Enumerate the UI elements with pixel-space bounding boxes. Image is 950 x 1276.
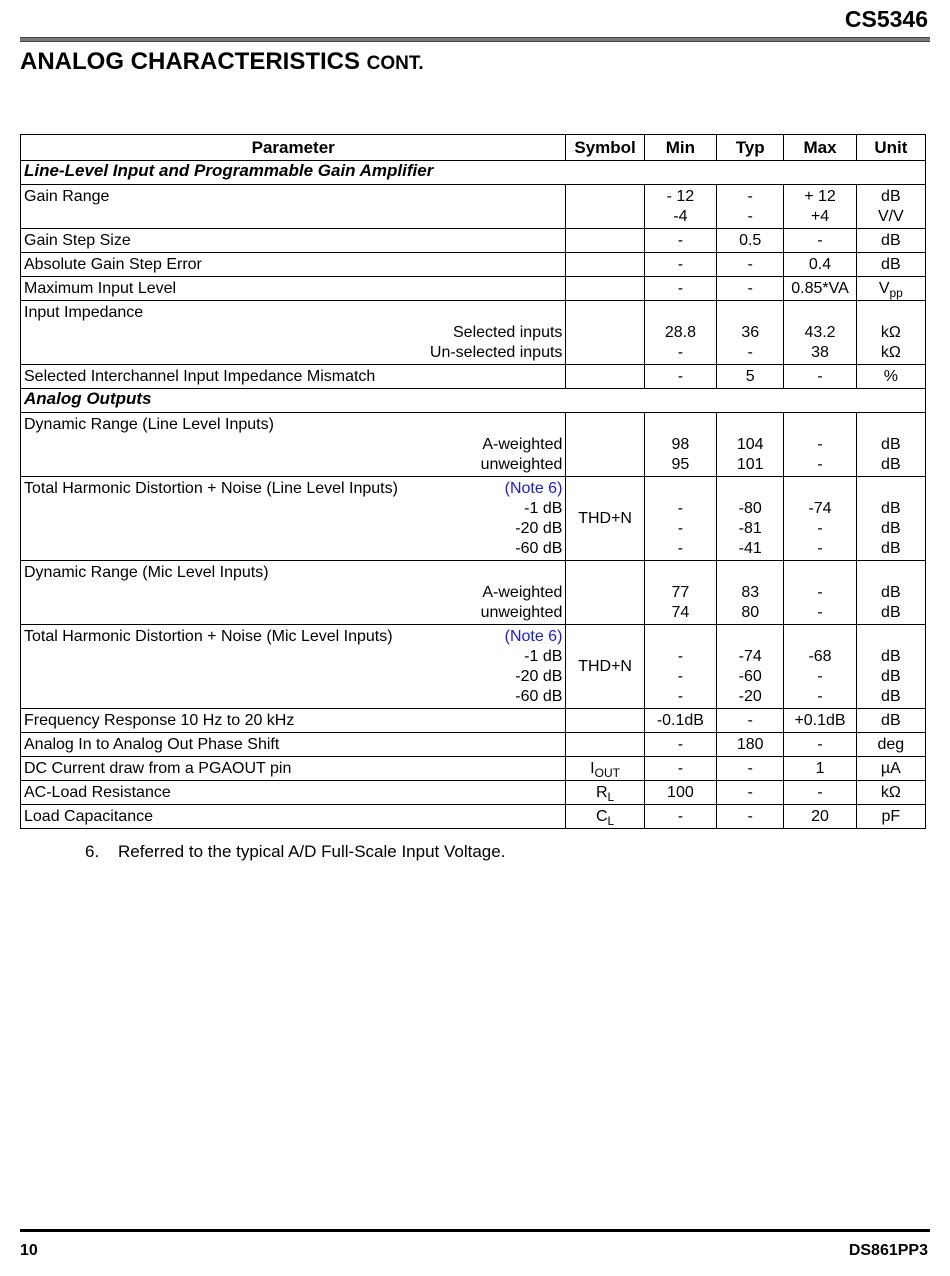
min-value: -0.1dB <box>644 709 716 733</box>
typ-value: - <box>717 757 784 781</box>
max-value: - <box>817 584 823 601</box>
sub-condition: Selected inputs <box>453 324 563 341</box>
header-rule <box>20 37 930 42</box>
max-value: - <box>784 365 856 389</box>
min-value: - 12 <box>666 188 695 205</box>
section-title <box>20 48 424 76</box>
max-value: - <box>817 436 823 453</box>
unit-value: deg <box>856 733 925 757</box>
table-row <box>21 625 926 709</box>
page-number: 10 <box>20 1242 38 1259</box>
unit-value: µA <box>856 757 925 781</box>
typ-value: - <box>747 208 753 225</box>
max-value: + 12 <box>804 188 836 205</box>
unit-value: dB <box>881 604 901 621</box>
max-value: 1 <box>784 757 856 781</box>
symbol-rl <box>566 781 644 805</box>
max-value: -68 <box>808 648 832 665</box>
part-number: CS5346 <box>844 6 928 32</box>
typ-value: 104 <box>736 436 764 453</box>
unit-value: dB <box>881 540 901 557</box>
section-title-suffix: CONT. <box>366 53 424 74</box>
typ-value: -60 <box>738 668 762 685</box>
col-header-parameter: Parameter <box>21 135 566 161</box>
max-value: 38 <box>811 344 829 361</box>
table-header-row <box>21 135 926 161</box>
unit-base: V <box>878 280 890 297</box>
param-thd-line: Total Harmonic Distortion + Noise (Line Level Inputs) <box>24 480 398 497</box>
unit-value: dB <box>881 456 901 473</box>
unit-subscript: pp <box>889 286 903 300</box>
symbol-thd-n: THD+N <box>566 625 644 709</box>
typ-value: - <box>717 277 784 301</box>
table-row <box>21 781 926 805</box>
footnote-6 <box>85 842 505 862</box>
param-gain-range: Gain Range <box>24 188 110 205</box>
max-value: 43.2 <box>804 324 836 341</box>
min-value: 100 <box>644 781 716 805</box>
typ-value: -41 <box>738 540 762 557</box>
unit-value: kΩ <box>880 344 901 361</box>
min-value: - <box>677 688 684 705</box>
table-row <box>21 253 926 277</box>
max-value: - <box>784 229 856 253</box>
document-id: DS861PP3 <box>848 1242 928 1259</box>
symbol-subscript: L <box>607 814 615 828</box>
param-ac-load: AC-Load Resistance <box>21 781 566 805</box>
typ-value: 5 <box>717 365 784 389</box>
param-load-cap: Load Capacitance <box>21 805 566 829</box>
param-freq-response: Frequency Response 10 Hz to 20 kHz <box>21 709 566 733</box>
table-row <box>21 185 926 229</box>
param-input-impedance: Input Impedance <box>24 304 144 321</box>
symbol-iout <box>566 757 644 781</box>
param-dr-mic: Dynamic Range (Mic Level Inputs) <box>24 564 269 581</box>
footnote-number: 6. <box>85 842 100 861</box>
symbol-base: R <box>595 784 608 801</box>
unit-value: dB <box>856 229 925 253</box>
symbol-subscript: OUT <box>594 766 620 780</box>
sub-condition: -60 dB <box>515 688 563 705</box>
unit-value: dB <box>881 668 901 685</box>
table-row <box>21 365 926 389</box>
unit-value: dB <box>881 436 901 453</box>
sub-condition: -60 dB <box>515 540 563 557</box>
min-value: 98 <box>671 436 690 453</box>
analog-characteristics-table <box>20 134 926 829</box>
typ-value: - <box>717 709 784 733</box>
typ-value: -20 <box>738 688 762 705</box>
typ-value: - <box>717 253 784 277</box>
max-value: - <box>817 688 823 705</box>
typ-value: 83 <box>741 584 760 601</box>
unit-value: dB <box>881 648 901 665</box>
typ-value: - <box>747 344 753 361</box>
unit-value: dB <box>856 709 925 733</box>
max-value: +0.1dB <box>784 709 856 733</box>
category-line-level: Line-Level Input and Programmable Gain Amplifier <box>21 161 926 185</box>
min-value: - <box>677 540 684 557</box>
min-value: 95 <box>671 456 690 473</box>
typ-value: 101 <box>736 456 764 473</box>
unit-value: dB <box>881 500 901 517</box>
symbol-subscript: L <box>607 790 615 804</box>
unit-value: dB <box>881 584 901 601</box>
min-value: 28.8 <box>664 324 696 341</box>
table-row <box>21 733 926 757</box>
max-value: 20 <box>784 805 856 829</box>
param-dr-line: Dynamic Range (Line Level Inputs) <box>24 416 274 433</box>
param-thd-mic: Total Harmonic Distortion + Noise (Mic Level Inputs) <box>24 628 393 645</box>
min-value: - <box>644 253 716 277</box>
table-row <box>21 277 926 301</box>
min-value: 77 <box>671 584 690 601</box>
param-gain-step: Gain Step Size <box>21 229 566 253</box>
symbol-base: C <box>595 808 608 825</box>
sub-condition: -20 dB <box>515 520 563 537</box>
note-6-link[interactable]: (Note 6) <box>504 628 563 645</box>
max-value: - <box>817 604 823 621</box>
typ-value: - <box>747 188 753 205</box>
symbol-cl <box>566 805 644 829</box>
param-impedance-mismatch: Selected Interchannel Input Impedance Mismatch <box>21 365 566 389</box>
unit-value: % <box>856 365 925 389</box>
min-value: - <box>677 520 684 537</box>
unit-value: pF <box>856 805 925 829</box>
col-header-typ: Typ <box>717 135 784 161</box>
min-value: - <box>644 805 716 829</box>
table-row <box>21 561 926 625</box>
unit-value: dB <box>856 253 925 277</box>
col-header-unit: Unit <box>856 135 925 161</box>
sub-condition: -1 dB <box>524 648 563 665</box>
typ-value: - <box>717 805 784 829</box>
min-value: - <box>677 500 684 517</box>
min-value: - <box>677 668 684 685</box>
sub-condition: -20 dB <box>515 668 563 685</box>
param-phase-shift: Analog In to Analog Out Phase Shift <box>21 733 566 757</box>
max-value: -74 <box>808 500 832 517</box>
min-value: - <box>644 757 716 781</box>
max-value: - <box>784 781 856 805</box>
category-analog-outputs: Analog Outputs <box>21 389 926 413</box>
unit-value: dB <box>881 188 901 205</box>
col-header-max: Max <box>784 135 856 161</box>
sub-condition: A-weighted <box>482 436 563 453</box>
category-row <box>21 161 926 185</box>
typ-value: -81 <box>738 520 762 537</box>
unit-value: kΩ <box>856 781 925 805</box>
min-value: - <box>677 344 684 361</box>
category-row <box>21 389 926 413</box>
min-value: - <box>644 365 716 389</box>
unit-value: V/V <box>877 208 904 225</box>
sub-condition: unweighted <box>480 456 563 473</box>
section-title-text: ANALOG CHARACTERISTICS <box>20 48 360 75</box>
table-row <box>21 477 926 561</box>
max-value: - <box>817 668 823 685</box>
footnote-text: Referred to the typical A/D Full-Scale Input Voltage. <box>118 842 506 861</box>
unit-value: kΩ <box>880 324 901 341</box>
table-row <box>21 301 926 365</box>
symbol-thd-n: THD+N <box>566 477 644 561</box>
typ-value: -74 <box>738 648 762 665</box>
sub-condition: A-weighted <box>482 584 563 601</box>
min-value: - <box>677 648 684 665</box>
max-value: - <box>817 456 823 473</box>
param-max-input: Maximum Input Level <box>21 277 566 301</box>
max-value: - <box>817 520 823 537</box>
max-value: +4 <box>810 208 830 225</box>
typ-value: -80 <box>738 500 762 517</box>
min-value: - <box>644 229 716 253</box>
symbol-base: I <box>590 760 595 777</box>
max-value: 0.4 <box>784 253 856 277</box>
footer-rule <box>20 1229 930 1232</box>
table-row <box>21 757 926 781</box>
min-value: -4 <box>673 208 688 225</box>
sub-condition: unweighted <box>480 604 563 621</box>
table-row <box>21 709 926 733</box>
table-row <box>21 229 926 253</box>
sub-condition: Un-selected inputs <box>429 344 563 361</box>
unit-value: dB <box>881 688 901 705</box>
table-row <box>21 413 926 477</box>
sub-condition: -1 dB <box>524 500 563 517</box>
typ-value: 0.5 <box>717 229 784 253</box>
typ-value: 36 <box>741 324 760 341</box>
param-dc-current: DC Current draw from a PGAOUT pin <box>21 757 566 781</box>
typ-value: 80 <box>741 604 760 621</box>
param-abs-gain-error: Absolute Gain Step Error <box>21 253 566 277</box>
typ-value: 180 <box>717 733 784 757</box>
unit-value <box>856 277 925 301</box>
min-value: - <box>644 277 716 301</box>
max-value: - <box>817 540 823 557</box>
min-value: 74 <box>671 604 690 621</box>
col-header-min: Min <box>644 135 716 161</box>
typ-value: - <box>717 781 784 805</box>
col-header-symbol: Symbol <box>566 135 644 161</box>
note-6-link[interactable]: (Note 6) <box>504 480 563 497</box>
unit-value: dB <box>881 520 901 537</box>
max-value: 0.85*VA <box>784 277 856 301</box>
min-value: - <box>644 733 716 757</box>
max-value: - <box>784 733 856 757</box>
table-row <box>21 805 926 829</box>
